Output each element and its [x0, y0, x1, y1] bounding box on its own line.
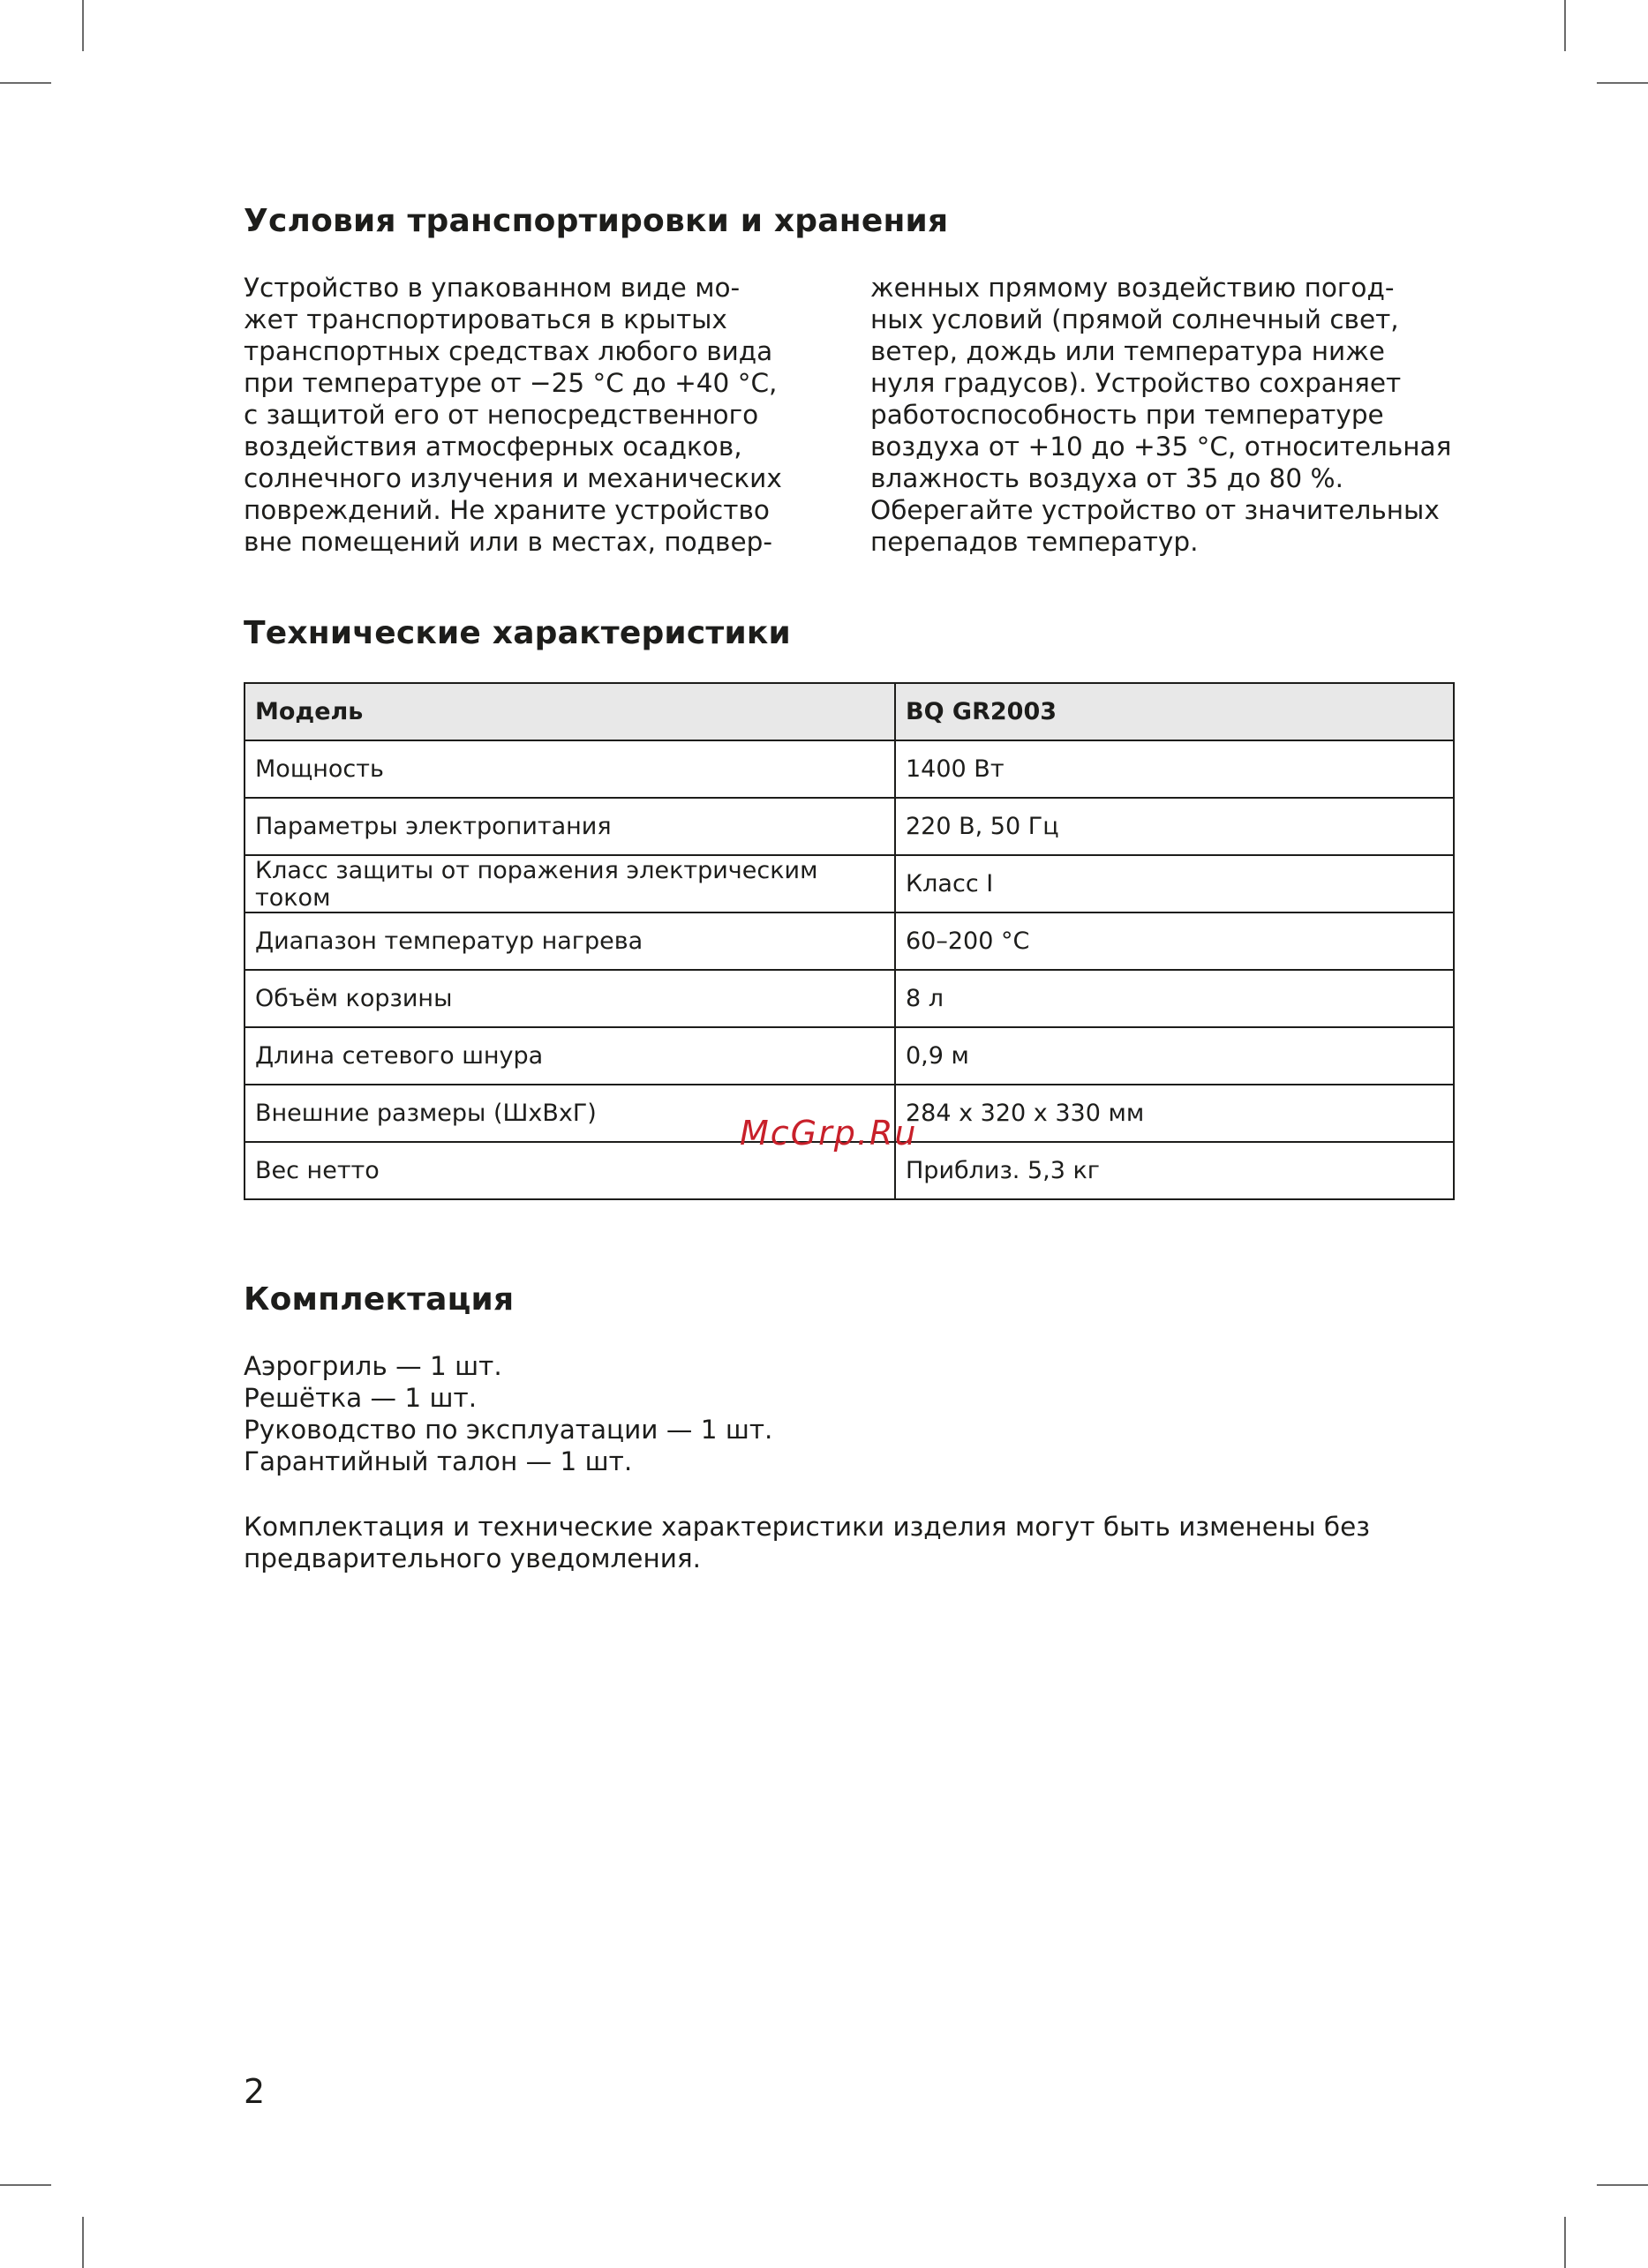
text-line: ветер, дождь или температура ниже	[870, 336, 1385, 366]
table-row	[245, 970, 1454, 1027]
table-row	[245, 683, 1454, 740]
table-cell: 60–200 °С	[895, 912, 1454, 970]
table-cell: Вес нетто	[245, 1142, 895, 1199]
text-line: Устройство в упакованном виде мо-	[244, 273, 741, 303]
table-cell: Внешние размеры (ШхВхГ)	[245, 1085, 895, 1142]
table-cell: Приблиз. 5,3 кг	[895, 1142, 1454, 1199]
table-cell: 220 В, 50 Гц	[895, 798, 1454, 855]
table-row	[245, 798, 1454, 855]
text-line: ных условий (прямой солнечный свет,	[870, 304, 1399, 334]
table-cell: 284 х 320 х 330 мм	[895, 1085, 1454, 1142]
table-cell: Модель	[245, 683, 895, 740]
table-row	[245, 912, 1454, 970]
storage-text-left	[244, 272, 809, 558]
table-cell: 0,9 м	[895, 1027, 1454, 1085]
text-line: нуля градусов). Устройство сохраняет	[870, 368, 1402, 398]
table-row	[245, 1027, 1454, 1085]
text-line: воздействия атмосферных осадков,	[244, 432, 742, 462]
table-cell: 8 л	[895, 970, 1454, 1027]
kit-list	[244, 1350, 772, 1477]
text-line: жет транспортироваться в крытых	[244, 304, 727, 334]
text-line: Оберегайте устройство от значительных	[870, 495, 1440, 525]
crop-mark	[1564, 0, 1566, 51]
text-line: с защитой его от непосредственного	[244, 400, 759, 430]
kit-title: Комплектация	[244, 1281, 515, 1318]
crop-mark	[1597, 82, 1648, 84]
text-line: при температуре от −25 °С до +40 °С,	[244, 368, 778, 398]
table-cell: Длина сетевого шнура	[245, 1027, 895, 1085]
specs-title: Технические характеристики	[244, 615, 791, 651]
text-line: Комплектация и технические характеристики изделия могут быть изменены без	[244, 1512, 1370, 1542]
table-cell: Класс защиты от поражения электрическим током	[245, 855, 895, 912]
list-item: Гарантийный талон — 1 шт.	[244, 1446, 633, 1476]
table-cell: Мощность	[245, 740, 895, 798]
table-cell: 1400 Вт	[895, 740, 1454, 798]
table-cell: Класс I	[895, 855, 1454, 912]
text-line: повреждений. Не храните устройство	[244, 495, 770, 525]
text-line: вне помещений или в местах, подвер-	[244, 527, 772, 557]
list-item: Аэрогриль — 1 шт.	[244, 1351, 502, 1381]
table-cell: BQ GR2003	[895, 683, 1454, 740]
list-item: Руководство по эксплуатации — 1 шт.	[244, 1415, 773, 1445]
crop-mark	[1564, 2217, 1566, 2268]
crop-mark	[82, 2217, 84, 2268]
text-line: перепадов температур.	[870, 527, 1199, 557]
crop-mark	[0, 2184, 51, 2186]
storage-title: Условия транспортировки и хранения	[244, 203, 949, 239]
table-cell: Диапазон температур нагрева	[245, 912, 895, 970]
text-line: солнечного излучения и механических	[244, 463, 782, 493]
text-line: работоспособность при температуре	[870, 400, 1384, 430]
table-row	[245, 855, 1454, 912]
crop-mark	[82, 0, 84, 51]
list-item: Решётка — 1 шт.	[244, 1383, 478, 1413]
text-line: влажность воздуха от 35 до 80 %.	[870, 463, 1343, 493]
crop-mark	[0, 82, 51, 84]
storage-text-right	[870, 272, 1452, 558]
text-line: воздуха от +10 до +35 °С, относительная	[870, 432, 1452, 462]
crop-mark	[1597, 2184, 1648, 2186]
text-line: женных прямому воздействию погод-	[870, 273, 1395, 303]
text-line: транспортных средствах любого вида	[244, 336, 773, 366]
table-cell: Объём корзины	[245, 970, 895, 1027]
watermark: McGrp.Ru	[740, 1114, 918, 1153]
page-number: 2	[244, 2072, 266, 2111]
kit-note	[244, 1511, 1370, 1574]
table-row	[245, 740, 1454, 798]
text-line: предварительного уведомления.	[244, 1543, 702, 1573]
table-cell: Параметры электропитания	[245, 798, 895, 855]
